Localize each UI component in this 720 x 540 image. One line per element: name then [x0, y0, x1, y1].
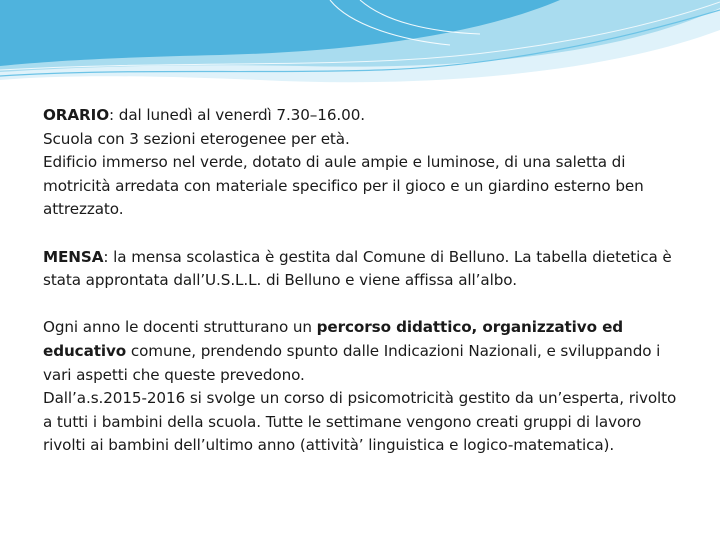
percorso-before: Ogni anno le docenti strutturano un	[43, 318, 317, 337]
mensa-text: : la mensa scolastica è gestita dal Comune di Belluno. La tabella dietetica è stata approntata dall’U.S.L.L. di Belluno e viene affissa all’albo.	[43, 247, 672, 290]
mensa-label: MENSA	[43, 247, 104, 266]
mensa-paragraph	[43, 246, 683, 293]
edificio-paragraph: Edificio immerso nel verde, dotato di aule ampie e luminose, di una saletta di motricità arredata con materiale specifico per il gioco e un giardino esterno ben attrezzato.	[43, 153, 644, 219]
percorso-after: comune, prendendo spunto dalle Indicazioni Nazionali, e sviluppando i vari aspetti che queste prevedono.	[43, 341, 661, 384]
orario-label: ORARIO	[43, 106, 110, 124]
header-wave-decoration	[0, 0, 720, 95]
orario-text: : dal lunedì al venerdì 7.30–16.00.	[109, 106, 366, 124]
corso-paragraph: Dall’a.s.2015-2016 si svolge un corso di psicomotricità gestito da un’esperta, rivolto a tutti i bambini della scuola. Tutte le settimane vengono creati gruppi di lavoro rivolti ai bambini dell’ultimo anno (attività’ linguistica e logico-matematica).	[43, 389, 677, 455]
percorso-bold: percorso didattico, organizzativo ed educativo	[43, 318, 624, 360]
percorso-paragraph	[43, 316, 683, 387]
main-text	[43, 104, 683, 458]
sezioni-line: Scuola con 3 sezioni eterogenee per età.	[43, 129, 350, 148]
orario-line	[43, 104, 683, 128]
